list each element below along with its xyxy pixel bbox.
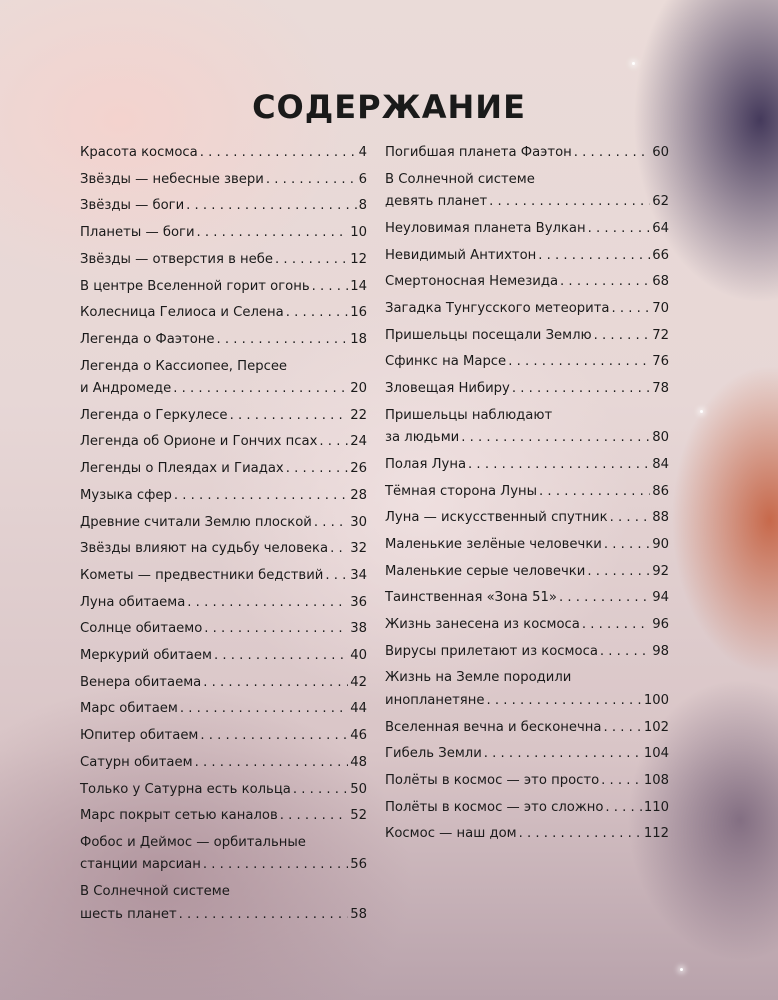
toc-entry[interactable]	[385, 378, 669, 400]
toc-leader-dots	[588, 218, 651, 240]
toc-leader-dots	[280, 805, 349, 827]
toc-page-number: 22	[350, 407, 367, 423]
toc-page-number: 6	[358, 171, 367, 187]
toc-entry[interactable]	[385, 454, 669, 476]
toc-leader-dots	[468, 454, 650, 476]
toc-leader-dots	[604, 717, 642, 739]
toc-entry[interactable]	[80, 485, 367, 507]
toc-entry-title: Венера обитаема	[80, 674, 202, 690]
toc-entry[interactable]	[385, 534, 669, 556]
toc-page-number: 68	[652, 274, 669, 290]
toc-page-number: 10	[350, 225, 367, 241]
toc-entry-line	[385, 191, 669, 213]
toc-entry-line	[385, 797, 669, 819]
toc-page-number: 108	[643, 772, 669, 788]
toc-entry[interactable]	[385, 667, 669, 712]
toc-page-number: 110	[643, 799, 669, 815]
toc-entry[interactable]	[80, 512, 367, 534]
toc-page-number: 60	[652, 145, 669, 160]
toc-leader-dots	[203, 672, 348, 694]
toc-column-left	[80, 142, 367, 930]
toc-entry[interactable]	[80, 458, 367, 480]
toc-leader-dots	[601, 770, 642, 792]
toc-leader-dots	[600, 641, 650, 663]
toc-entry-line	[80, 725, 367, 747]
toc-page-number: 24	[350, 434, 367, 450]
toc-entry-title: Меркурий обитаем	[80, 648, 212, 664]
toc-leader-dots	[319, 431, 348, 453]
toc-page-number: 112	[643, 826, 669, 842]
toc-entry-title: и Андромеде	[80, 381, 172, 397]
toc-entry[interactable]	[385, 587, 669, 609]
toc-leader-dots	[519, 823, 642, 845]
toc-entry-title: Кометы — предвестники бедствий	[80, 567, 324, 583]
toc-entry-title: Полёты в космос — это сложно	[385, 799, 604, 815]
toc-entry-title: Сатурн обитаем	[80, 754, 193, 770]
toc-entry-title: Полёты в космос — это просто	[385, 772, 600, 788]
toc-leader-dots	[200, 142, 357, 164]
toc-leader-dots	[174, 485, 348, 507]
toc-entry-line	[80, 405, 367, 427]
toc-entry-line	[80, 779, 367, 801]
toc-entry[interactable]	[385, 797, 669, 819]
toc-entry-line	[385, 325, 669, 347]
toc-entry[interactable]	[80, 672, 367, 694]
toc-entry-line	[80, 752, 367, 774]
decorative-star	[632, 62, 635, 65]
toc-entry-title: В Солнечной системе	[385, 171, 535, 187]
toc-leader-dots	[574, 142, 650, 164]
toc-entry-title: девять планет	[385, 194, 488, 210]
toc-entry-title: Звёзды — боги	[80, 198, 185, 214]
toc-entry-title: Тёмная сторона Луны	[385, 483, 538, 499]
toc-entry-title: Звёзды влияют на судьбу человека	[80, 541, 329, 557]
toc-entry[interactable]	[385, 351, 669, 373]
toc-entry-title: Легенда о Фаэтоне	[80, 331, 215, 347]
toc-entry-line	[80, 249, 367, 271]
toc-page-number: 76	[652, 354, 669, 370]
toc-entry[interactable]	[80, 779, 367, 801]
toc-leader-dots	[179, 904, 349, 926]
toc-page-number: 20	[350, 381, 367, 397]
toc-entry-title: Зловещая Нибиру	[385, 381, 510, 397]
toc-entry[interactable]	[80, 405, 367, 427]
toc-entry-title: Погибшая планета Фаэтон	[385, 145, 572, 160]
toc-page-number: 28	[350, 487, 367, 503]
toc-entry-title: Солнце обитаемо	[80, 621, 203, 637]
toc-entry-title: Маленькие зелёные человечки	[385, 536, 602, 552]
toc-page-number: 92	[652, 563, 669, 579]
toc-page-number: 16	[350, 305, 367, 321]
toc-leader-dots	[587, 561, 650, 583]
decorative-star	[680, 968, 683, 971]
toc-leader-dots	[180, 698, 348, 720]
toc-entry-title: Вселенная вечна и бесконечна	[385, 719, 602, 735]
toc-entry-title: В Солнечной системе	[80, 884, 230, 900]
toc-entry[interactable]	[80, 698, 367, 720]
toc-entry-line	[385, 823, 669, 845]
toc-entry-line	[385, 405, 669, 427]
toc-entry[interactable]	[80, 725, 367, 747]
toc-leader-dots	[330, 538, 348, 560]
toc-entry-title: Древние считали Землю плоской	[80, 514, 312, 530]
toc-page-number: 40	[350, 648, 367, 664]
toc-entry[interactable]	[80, 249, 367, 271]
toc-entry-title: Звёзды — небесные звери	[80, 171, 264, 187]
toc-entry[interactable]	[80, 329, 367, 351]
toc-entry-line	[80, 565, 367, 587]
toc-entry-line	[385, 142, 669, 164]
toc-entry-line	[80, 458, 367, 480]
toc-entry-line	[80, 854, 367, 876]
toc-page-number: 42	[350, 674, 367, 690]
toc-entry[interactable]	[80, 276, 367, 298]
toc-entry-line	[385, 667, 669, 689]
toc-entry-title: Полая Луна	[385, 456, 467, 472]
toc-page-number: 36	[350, 594, 367, 610]
toc-entry-line	[385, 245, 669, 267]
toc-entry-title: В центре Вселенной горит огонь	[80, 278, 310, 294]
toc-leader-dots	[611, 298, 650, 320]
toc-leader-dots	[539, 481, 650, 503]
toc-entry-title: Жизнь на Земле породили	[385, 670, 572, 686]
toc-page-number: 8	[358, 198, 367, 214]
toc-entry-title: Легенда об Орионе и Гончих псах	[80, 434, 318, 450]
toc-entry-title: Легенда о Кассиопее, Персее	[80, 358, 288, 374]
toc-entry[interactable]	[80, 592, 367, 614]
toc-entry-title: Юпитер обитаем	[80, 728, 199, 744]
toc-entry-line	[80, 881, 367, 903]
toc-leader-dots	[203, 854, 348, 876]
toc-entry-line	[80, 356, 367, 378]
toc-page-number: 86	[652, 483, 669, 499]
toc-leader-dots	[508, 351, 650, 373]
toc-entry-line	[385, 507, 669, 529]
toc-page-number: 32	[350, 541, 367, 557]
toc-leader-dots	[286, 302, 348, 324]
toc-leader-dots	[604, 534, 650, 556]
toc-entry[interactable]	[385, 169, 669, 214]
toc-entry-line	[385, 169, 669, 191]
toc-entry-title: Невидимый Антихтон	[385, 247, 537, 263]
toc-entry-line	[80, 538, 367, 560]
toc-page-number: 48	[350, 754, 367, 770]
toc-entry-title: за людьми	[385, 430, 460, 446]
toc-entry-title: Маленькие серые человечки	[385, 563, 586, 579]
toc-entry-title: Колесница Гелиоса и Селена	[80, 305, 284, 321]
toc-entry-title: Легенда о Геркулесе	[80, 407, 228, 423]
toc-leader-dots	[187, 592, 348, 614]
toc-column-right	[385, 142, 669, 850]
toc-leader-dots	[594, 325, 651, 347]
toc-entry-title: Звёзды — отверстия в небе	[80, 251, 274, 267]
toc-entry-title: Красота космоса	[80, 145, 198, 160]
toc-entry[interactable]	[385, 507, 669, 529]
toc-entry[interactable]	[80, 356, 367, 401]
toc-entry-line	[385, 351, 669, 373]
toc-entry-line	[385, 717, 669, 739]
toc-entry-line	[80, 512, 367, 534]
toc-entry-line	[80, 805, 367, 827]
toc-entry-line	[385, 378, 669, 400]
toc-entry-line	[80, 276, 367, 298]
toc-entry-title: Гибель Земли	[385, 746, 482, 762]
toc-page-number: 88	[652, 510, 669, 526]
toc-entry-title: Сфинкс на Марсе	[385, 354, 507, 370]
toc-page-number: 38	[350, 621, 367, 637]
toc-entry-line	[385, 481, 669, 503]
toc-entry-line	[80, 904, 367, 926]
toc-page-number: 102	[643, 719, 669, 735]
toc-entry-title: станции марсиан	[80, 857, 201, 873]
toc-leader-dots	[610, 507, 651, 529]
toc-entry[interactable]	[80, 538, 367, 560]
toc-page-number: 46	[350, 728, 367, 744]
toc-page-number: 18	[350, 331, 367, 347]
toc-entry-line	[80, 618, 367, 640]
toc-page-number: 12	[350, 251, 367, 267]
toc-entry-line	[80, 142, 367, 164]
toc-entry-line	[385, 427, 669, 449]
toc-leader-dots	[293, 779, 348, 801]
toc-leader-dots	[204, 618, 348, 640]
toc-entry[interactable]	[80, 881, 367, 926]
toc-entry-line	[80, 485, 367, 507]
toc-entry[interactable]	[80, 302, 367, 324]
toc-entry-title: Луна — искусственный спутник	[385, 510, 608, 526]
toc-entry-line	[80, 378, 367, 400]
toc-page-number: 104	[643, 746, 669, 762]
toc-leader-dots	[197, 222, 349, 244]
toc-leader-dots	[325, 565, 348, 587]
toc-entry-title: Планеты — боги	[80, 225, 195, 241]
toc-leader-dots	[512, 378, 650, 400]
toc-entry-line	[80, 698, 367, 720]
toc-entry[interactable]	[385, 325, 669, 347]
toc-entry-title: Фобос и Деймос — орбитальные	[80, 834, 306, 850]
toc-page-number: 96	[652, 617, 669, 633]
toc-entry-title: Жизнь занесена из космоса	[385, 617, 580, 633]
toc-entry-line	[385, 534, 669, 556]
toc-entry-title: Вирусы прилетают из космоса	[385, 643, 598, 659]
toc-page-number: 80	[652, 430, 669, 446]
toc-page-number: 90	[652, 536, 669, 552]
toc-page-number: 56	[350, 857, 367, 873]
toc-page-number: 78	[652, 381, 669, 397]
toc-entry-line	[385, 587, 669, 609]
toc-entry[interactable]	[385, 614, 669, 636]
toc-entry[interactable]	[385, 823, 669, 845]
toc-page-number: 66	[652, 247, 669, 263]
toc-leader-dots	[286, 458, 348, 480]
page-title: СОДЕРЖАНИЕ	[252, 88, 526, 126]
toc-entry-line	[385, 743, 669, 765]
toc-entry[interactable]	[385, 245, 669, 267]
toc-leader-dots	[582, 614, 650, 636]
toc-page-number: 26	[350, 461, 367, 477]
toc-entry[interactable]	[80, 222, 367, 244]
toc-entry-line	[80, 222, 367, 244]
toc-entry-line	[80, 169, 367, 191]
toc-entry-title: Космос — наш дом	[385, 826, 517, 842]
toc-leader-dots	[486, 690, 641, 712]
toc-entry-line	[385, 614, 669, 636]
toc-page-number: 94	[652, 590, 669, 606]
toc-page-number: 70	[652, 300, 669, 316]
toc-entry-title: Луна обитаема	[80, 594, 186, 610]
toc-page-number: 100	[643, 692, 669, 708]
toc-page-number: 14	[350, 278, 367, 294]
toc-entry-title: Легенды о Плеядах и Гиадах	[80, 461, 284, 477]
toc-leader-dots	[559, 587, 650, 609]
toc-entry-line	[80, 672, 367, 694]
toc-entry[interactable]	[80, 142, 367, 164]
toc-entry-title: Только у Сатурна есть кольца	[80, 781, 291, 797]
toc-entry[interactable]	[80, 618, 367, 640]
toc-entry-title: Марс покрыт сетью каналов	[80, 808, 278, 824]
toc-entry-title: Пришельцы посещали Землю	[385, 327, 592, 343]
toc-entry-line	[385, 690, 669, 712]
toc-page-number: 4	[358, 145, 367, 160]
toc-page-number: 30	[350, 514, 367, 530]
toc-leader-dots	[314, 512, 348, 534]
toc-entry-line	[80, 592, 367, 614]
toc-leader-dots	[538, 245, 650, 267]
toc-entry-line	[385, 561, 669, 583]
toc-entry-line	[385, 298, 669, 320]
toc-entry-line	[385, 641, 669, 663]
toc-entry-title: Неуловимая планета Вулкан	[385, 220, 586, 236]
toc-leader-dots	[230, 405, 349, 427]
toc-leader-dots	[195, 752, 349, 774]
toc-page-number: 72	[652, 327, 669, 343]
toc-entry[interactable]	[80, 752, 367, 774]
toc-entry[interactable]	[385, 218, 669, 240]
toc-entry[interactable]	[385, 717, 669, 739]
toc-entry[interactable]	[385, 405, 669, 450]
toc-leader-dots	[200, 725, 348, 747]
toc-leader-dots	[461, 427, 650, 449]
toc-page-number: 58	[350, 906, 367, 922]
toc-entry[interactable]	[385, 481, 669, 503]
toc-leader-dots	[214, 645, 348, 667]
toc-entry[interactable]	[385, 743, 669, 765]
toc-entry[interactable]	[80, 805, 367, 827]
toc-entry-title: шесть планет	[80, 906, 177, 922]
toc-entry-line	[385, 454, 669, 476]
toc-page-number: 84	[652, 456, 669, 472]
toc-entry[interactable]	[385, 142, 669, 164]
toc-leader-dots	[312, 276, 349, 298]
toc-leader-dots	[275, 249, 348, 271]
toc-page-number: 52	[350, 808, 367, 824]
toc-entry-line	[80, 645, 367, 667]
toc-page-number: 98	[652, 643, 669, 659]
toc-entry-line	[385, 271, 669, 293]
toc-entry-title: Марс обитаем	[80, 701, 178, 717]
toc-entry[interactable]	[385, 770, 669, 792]
toc-entry[interactable]	[385, 561, 669, 583]
toc-entry-title: Музыка сфер	[80, 487, 172, 503]
toc-entry[interactable]	[80, 565, 367, 587]
toc-entry[interactable]	[80, 169, 367, 191]
toc-leader-dots	[560, 271, 650, 293]
toc-entry-title: Загадка Тунгусского метеорита	[385, 300, 610, 316]
toc-leader-dots	[266, 169, 357, 191]
toc-entry[interactable]	[80, 195, 367, 217]
toc-leader-dots	[605, 797, 641, 819]
toc-entry-line	[80, 832, 367, 854]
toc-entry[interactable]	[385, 271, 669, 293]
toc-entry-line	[385, 770, 669, 792]
toc-entry[interactable]	[80, 645, 367, 667]
toc-entry-line	[80, 431, 367, 453]
toc-entry-line	[80, 302, 367, 324]
toc-entry-line	[80, 195, 367, 217]
toc-entry-title: Таинственная «Зона 51»	[385, 590, 557, 606]
toc-entry-title: Смертоносная Немезида	[385, 274, 559, 290]
toc-entry[interactable]	[385, 298, 669, 320]
toc-leader-dots	[173, 378, 348, 400]
toc-entry-line	[80, 329, 367, 351]
toc-leader-dots	[489, 191, 650, 213]
toc-page-number: 50	[350, 781, 367, 797]
toc-page-number: 34	[350, 567, 367, 583]
toc-leader-dots	[186, 195, 356, 217]
toc-entry[interactable]	[80, 431, 367, 453]
toc-leader-dots	[217, 329, 349, 351]
toc-entry[interactable]	[80, 832, 367, 877]
toc-leader-dots	[484, 743, 642, 765]
toc-page-number: 62	[652, 194, 669, 210]
toc-entry-line	[385, 218, 669, 240]
toc-page-number: 44	[350, 701, 367, 717]
decorative-star	[700, 410, 703, 413]
toc-page-number: 64	[652, 220, 669, 236]
toc-entry-title: инопланетяне	[385, 692, 485, 708]
toc-entry[interactable]	[385, 641, 669, 663]
toc-entry-title: Пришельцы наблюдают	[385, 407, 553, 423]
